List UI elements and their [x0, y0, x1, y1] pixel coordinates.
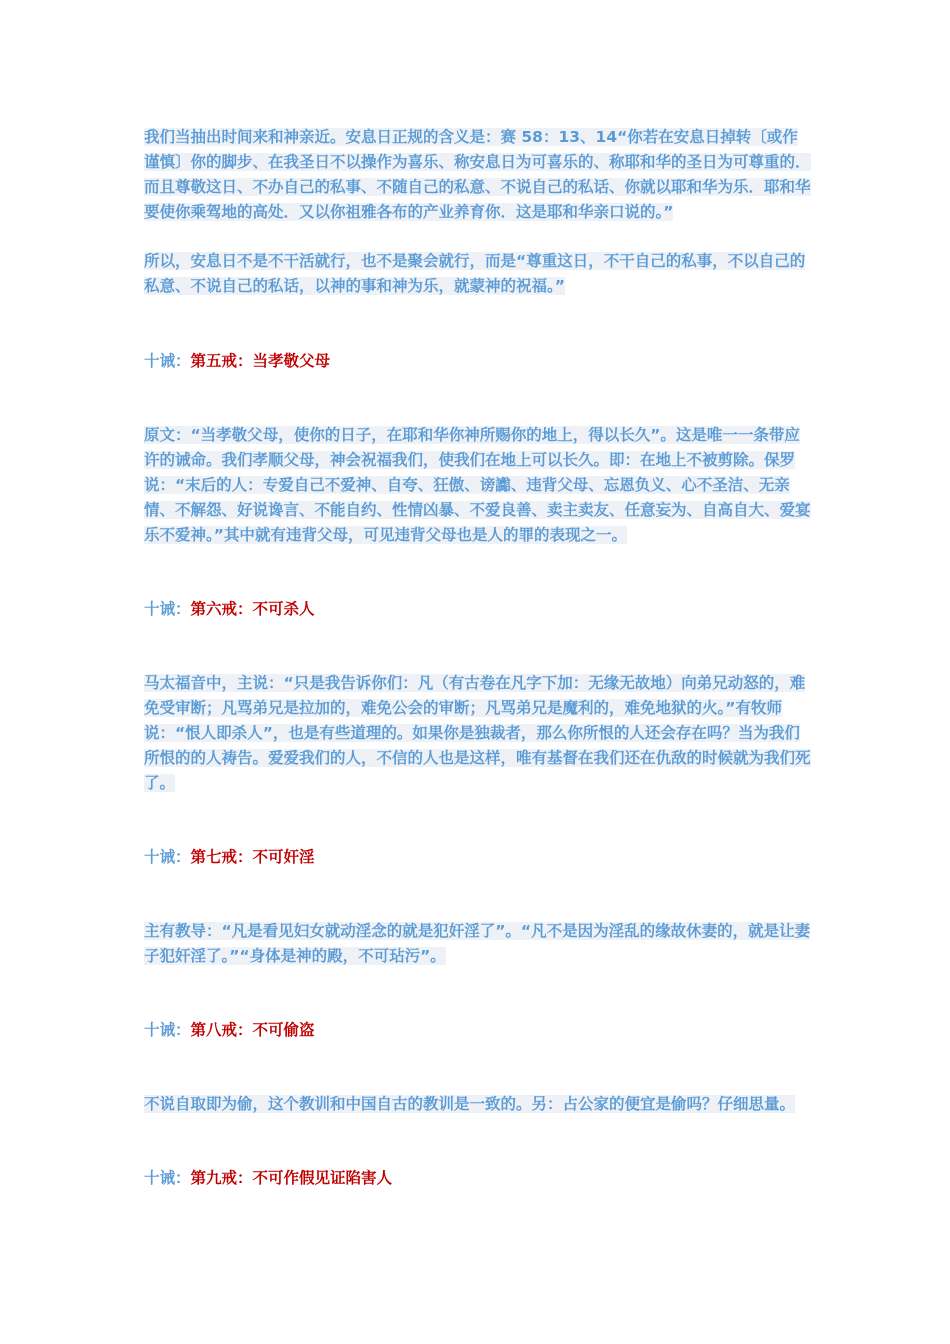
paragraph-text: 所以，安息日不是不干活就行，也不是聚会就行，而是“尊重这日，不干自己的私事，不以自己的私意、不说自己的私话，以神的事和神为乐，就蒙神的祝福。”	[144, 252, 806, 295]
paragraph-no-adultery	[144, 919, 812, 969]
paragraph-do-not-kill	[144, 671, 812, 796]
heading-prefix: 十诫：	[144, 1021, 191, 1039]
heading-commandment-7	[144, 845, 812, 870]
paragraph-text: 马太福音中，主说：“只是我告诉你们：凡（有古卷在凡字下加：无缘无故地）向弟兄动怒的，难免受审断；凡骂弟兄是拉加的，难免公会的审断；凡骂弟兄是魔利的，难免地狱的火。”有牧师说：“恨人即杀人”，也是有些道理的。如果你是独裁者，那么你所恨的人还会存在吗？当为我们所恨的的人祷告。爱爱我们的人，不信的人也是这样，唯有基督在我们还在仇敌的时候就为我们死了。	[144, 674, 811, 792]
paragraph-text: 原文：“当孝敬父母，使你的日子，在耶和华你神所赐你的地上，得以长久”。这是唯一一条带应许的诫命。我们孝顺父母，神会祝福我们，使我们在地上可以长久。即：在地上不被剪除。保罗说：“末后的人：专爱自己不爱神、自夸、狂傲、谤讟、违背父母、忘恩负义、心不圣洁、无亲情、不解怨、好说谗言、不能自约、性情凶暴、不爱良善、卖主卖友、任意妄为、自高自大、爱宴乐不爱神。”其中就有违背父母，可见违背父母也是人的罪的表现之一。	[144, 426, 811, 544]
heading-title: 第八戒：不可偷盗	[190, 1021, 315, 1039]
paragraph-text: 不说自取即为偷，这个教训和中国自古的教训是一致的。另：占公家的便宜是偷吗？仔细思量。	[144, 1095, 796, 1113]
heading-commandment-6	[144, 597, 812, 622]
heading-commandment-8	[144, 1018, 812, 1043]
paragraph-text: 主有教导：“凡是看见妇女就动淫念的就是犯奸淫了”。“凡不是因为淫乱的缘故休妻的，就是让妻子犯奸淫了。”“身体是神的殿，不可玷污”。	[144, 922, 811, 965]
heading-title: 第七戒：不可奸淫	[190, 848, 315, 866]
heading-title: 第九戒：不可作假见证陷害人	[190, 1169, 393, 1187]
heading-title: 第五戒：当孝敬父母	[190, 352, 331, 370]
document-body	[144, 125, 812, 1191]
heading-title: 第六戒：不可杀人	[190, 600, 315, 618]
heading-commandment-5	[144, 349, 812, 374]
paragraph-text: 我们当抽出时间来和神亲近。安息日正规的含义是：赛 58：13、14“你若在安息日掉转〔或作谨慎〕你的脚步、在我圣日不以操作为喜乐、称安息日为可喜乐的、称耶和华的圣日为可尊重的．而且尊敬这日、不办自己的私事、不随自己的私意、不说自己的私话、你就以耶和华为乐．耶和华要使你乘驾地的高处．又以你祖雅各布的产业养育你．这是耶和华亲口说的。”	[144, 128, 811, 221]
heading-commandment-9	[144, 1166, 812, 1191]
heading-prefix: 十诫：	[144, 352, 191, 370]
heading-prefix: 十诫：	[144, 600, 191, 618]
paragraph-no-stealing	[144, 1092, 812, 1117]
heading-prefix: 十诫：	[144, 848, 191, 866]
paragraph-sabbath-meaning	[144, 125, 812, 225]
paragraph-honor-parents	[144, 423, 812, 548]
paragraph-sabbath-summary	[144, 249, 812, 299]
heading-prefix: 十诫：	[144, 1169, 191, 1187]
